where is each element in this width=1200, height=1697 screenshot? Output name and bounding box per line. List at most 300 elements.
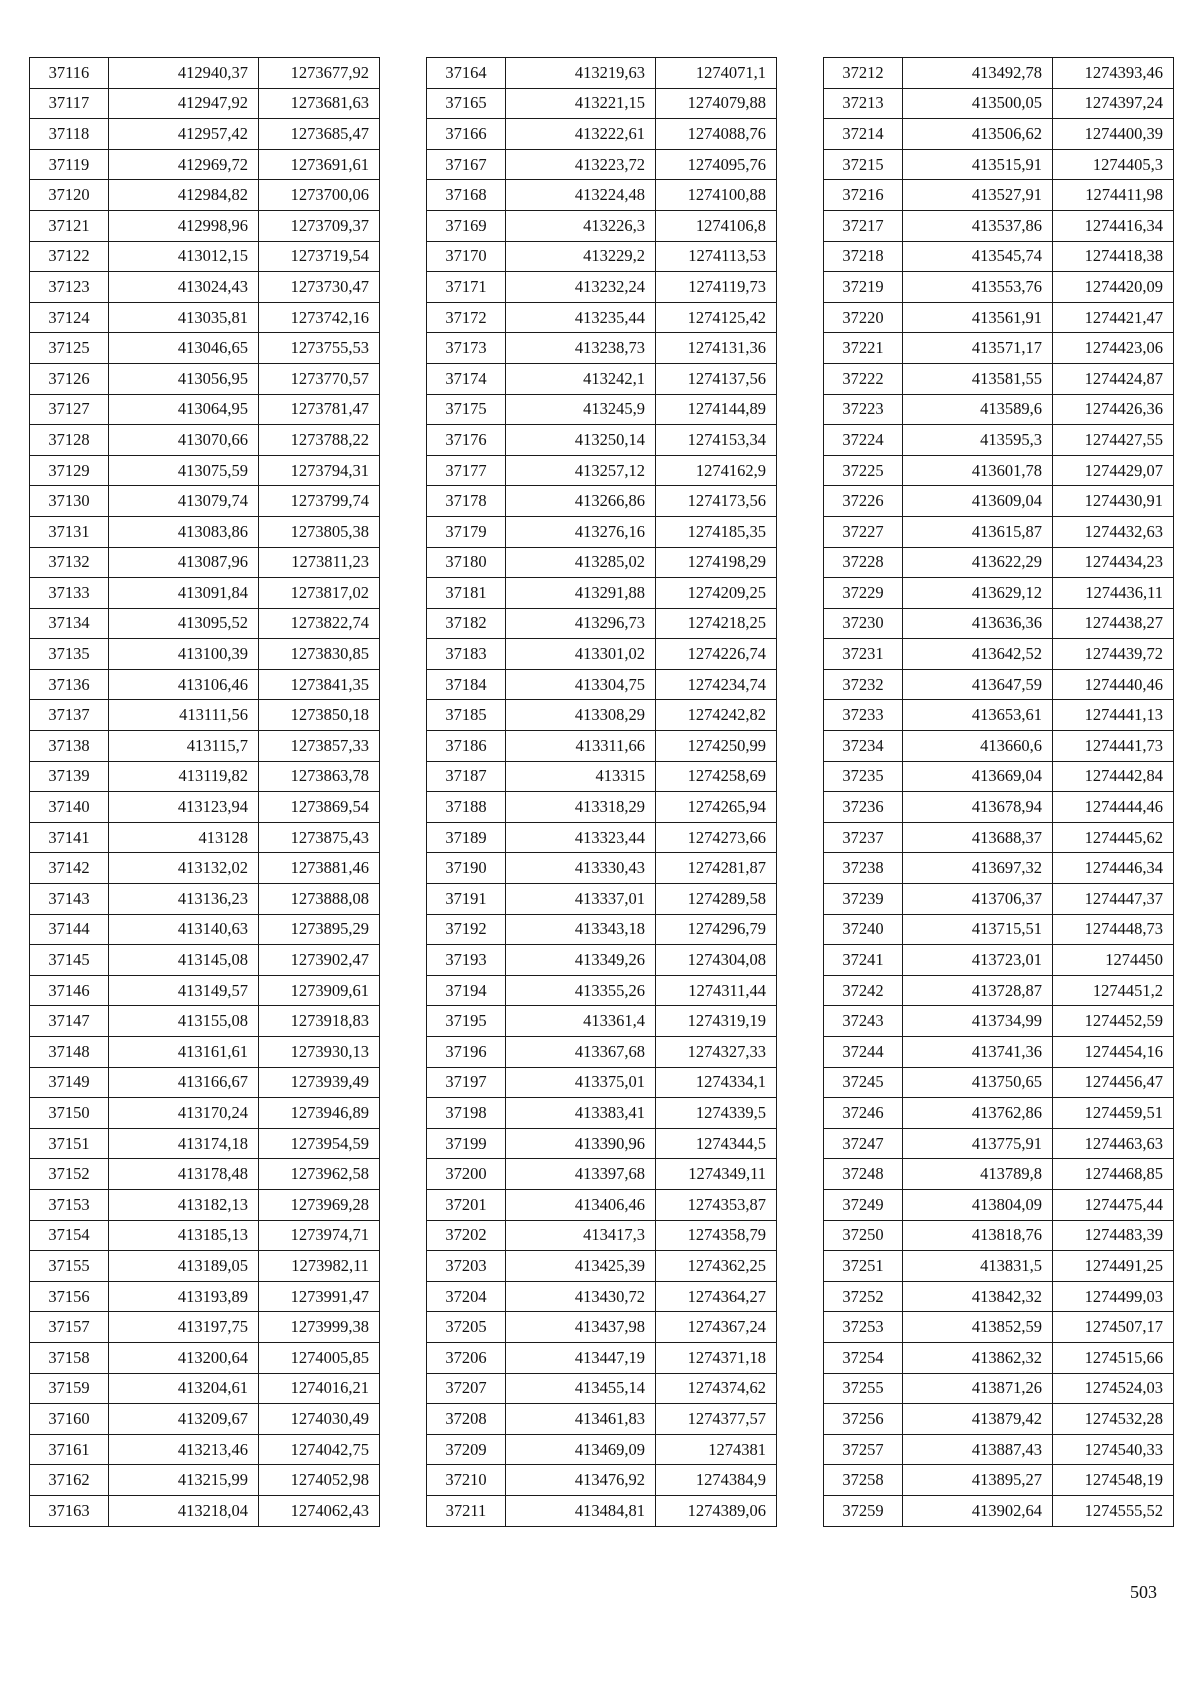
- table-row: [427, 822, 777, 853]
- x-coordinate-cell: 413242,1: [506, 363, 656, 394]
- table-row: [824, 1037, 1174, 1068]
- x-coordinate-cell: 413609,04: [903, 486, 1053, 517]
- x-coordinate-cell: 413669,04: [903, 761, 1053, 792]
- point-number-cell: 37238: [824, 853, 903, 884]
- table-row: [427, 1006, 777, 1037]
- point-number-cell: 37151: [30, 1128, 109, 1159]
- y-coordinate-cell: 1274459,51: [1053, 1098, 1174, 1129]
- y-coordinate-cell: 1274052,98: [259, 1465, 380, 1496]
- point-number-cell: 37167: [427, 149, 506, 180]
- y-coordinate-cell: 1274353,87: [656, 1189, 777, 1220]
- x-coordinate-cell: 413375,01: [506, 1067, 656, 1098]
- point-number-cell: 37239: [824, 884, 903, 915]
- table-row: [824, 669, 1174, 700]
- x-coordinate-cell: 413170,24: [109, 1098, 259, 1129]
- table-row: [30, 149, 380, 180]
- y-coordinate-cell: 1273730,47: [259, 272, 380, 303]
- table-row: [427, 945, 777, 976]
- table-row: [30, 1037, 380, 1068]
- table-row: [30, 1342, 380, 1373]
- point-number-cell: 37120: [30, 180, 109, 211]
- x-coordinate-cell: 412984,82: [109, 180, 259, 211]
- x-coordinate-cell: 413895,27: [903, 1465, 1053, 1496]
- x-coordinate-cell: 413397,68: [506, 1159, 656, 1190]
- x-coordinate-cell: 413221,15: [506, 88, 656, 119]
- x-coordinate-cell: 413678,94: [903, 792, 1053, 823]
- table-row: [427, 425, 777, 456]
- x-coordinate-cell: 413200,64: [109, 1342, 259, 1373]
- y-coordinate-cell: 1273857,33: [259, 731, 380, 762]
- point-number-cell: 37215: [824, 149, 903, 180]
- point-number-cell: 37139: [30, 761, 109, 792]
- table-row: [824, 1251, 1174, 1282]
- y-coordinate-cell: 1274444,46: [1053, 792, 1174, 823]
- point-number-cell: 37127: [30, 394, 109, 425]
- point-number-cell: 37118: [30, 119, 109, 150]
- point-number-cell: 37216: [824, 180, 903, 211]
- y-coordinate-cell: 1274499,03: [1053, 1281, 1174, 1312]
- table-row: [427, 578, 777, 609]
- y-coordinate-cell: 1274273,66: [656, 822, 777, 853]
- x-coordinate-cell: 413079,74: [109, 486, 259, 517]
- y-coordinate-cell: 1273681,63: [259, 88, 380, 119]
- y-coordinate-cell: 1274071,1: [656, 58, 777, 89]
- point-number-cell: 37183: [427, 639, 506, 670]
- point-number-cell: 37218: [824, 241, 903, 272]
- y-coordinate-cell: 1274423,06: [1053, 333, 1174, 364]
- x-coordinate-cell: 413527,91: [903, 180, 1053, 211]
- point-number-cell: 37259: [824, 1495, 903, 1526]
- table-row: [30, 1434, 380, 1465]
- point-number-cell: 37188: [427, 792, 506, 823]
- y-coordinate-cell: 1274344,5: [656, 1128, 777, 1159]
- x-coordinate-cell: 413174,18: [109, 1128, 259, 1159]
- point-number-cell: 37197: [427, 1067, 506, 1098]
- x-coordinate-cell: 413902,64: [903, 1495, 1053, 1526]
- table-body: [824, 58, 1174, 1527]
- y-coordinate-cell: 1274451,2: [1053, 975, 1174, 1006]
- point-number-cell: 37119: [30, 149, 109, 180]
- x-coordinate-cell: 413842,32: [903, 1281, 1053, 1312]
- point-number-cell: 37182: [427, 608, 506, 639]
- point-number-cell: 37140: [30, 792, 109, 823]
- y-coordinate-cell: 1274440,46: [1053, 669, 1174, 700]
- y-coordinate-cell: 1273888,08: [259, 884, 380, 915]
- x-coordinate-cell: 413330,43: [506, 853, 656, 884]
- x-coordinate-cell: 413355,26: [506, 975, 656, 1006]
- y-coordinate-cell: 1273755,53: [259, 333, 380, 364]
- x-coordinate-cell: 413291,88: [506, 578, 656, 609]
- point-number-cell: 37161: [30, 1434, 109, 1465]
- y-coordinate-cell: 1274296,79: [656, 914, 777, 945]
- table-row: [30, 119, 380, 150]
- y-coordinate-cell: 1274548,19: [1053, 1465, 1174, 1496]
- table-row: [427, 1189, 777, 1220]
- y-coordinate-cell: 1274106,8: [656, 210, 777, 241]
- y-coordinate-cell: 1273719,54: [259, 241, 380, 272]
- point-number-cell: 37178: [427, 486, 506, 517]
- table-row: [824, 302, 1174, 333]
- y-coordinate-cell: 1274304,08: [656, 945, 777, 976]
- point-number-cell: 37172: [427, 302, 506, 333]
- table-row: [30, 1373, 380, 1404]
- table-row: [30, 88, 380, 119]
- x-coordinate-cell: 413136,23: [109, 884, 259, 915]
- table-row: [30, 486, 380, 517]
- y-coordinate-cell: 1274377,57: [656, 1404, 777, 1435]
- y-coordinate-cell: 1274405,3: [1053, 149, 1174, 180]
- point-number-cell: 37159: [30, 1373, 109, 1404]
- table-row: [824, 333, 1174, 364]
- x-coordinate-cell: 413406,46: [506, 1189, 656, 1220]
- table-row: [824, 639, 1174, 670]
- point-number-cell: 37258: [824, 1465, 903, 1496]
- table-row: [30, 822, 380, 853]
- y-coordinate-cell: 1273939,49: [259, 1067, 380, 1098]
- x-coordinate-cell: 413178,48: [109, 1159, 259, 1190]
- table-row: [427, 700, 777, 731]
- table-row: [427, 149, 777, 180]
- point-number-cell: 37206: [427, 1342, 506, 1373]
- y-coordinate-cell: 1274555,52: [1053, 1495, 1174, 1526]
- point-number-cell: 37256: [824, 1404, 903, 1435]
- table-row: [427, 455, 777, 486]
- x-coordinate-cell: 413155,08: [109, 1006, 259, 1037]
- y-coordinate-cell: 1274113,53: [656, 241, 777, 272]
- point-number-cell: 37242: [824, 975, 903, 1006]
- page-number: 503: [1130, 1582, 1157, 1602]
- table-row: [824, 1098, 1174, 1129]
- table-row: [30, 302, 380, 333]
- point-number-cell: 37148: [30, 1037, 109, 1068]
- x-coordinate-cell: 413075,59: [109, 455, 259, 486]
- table-row: [30, 1189, 380, 1220]
- table-row: [824, 975, 1174, 1006]
- point-number-cell: 37149: [30, 1067, 109, 1098]
- x-coordinate-cell: 413132,02: [109, 853, 259, 884]
- point-number-cell: 37158: [30, 1342, 109, 1373]
- x-coordinate-cell: 413095,52: [109, 608, 259, 639]
- x-coordinate-cell: 413111,56: [109, 700, 259, 731]
- y-coordinate-cell: 1274418,38: [1053, 241, 1174, 272]
- point-number-cell: 37224: [824, 425, 903, 456]
- y-coordinate-cell: 1274265,94: [656, 792, 777, 823]
- table-row: [30, 363, 380, 394]
- point-number-cell: 37250: [824, 1220, 903, 1251]
- x-coordinate-cell: 413012,15: [109, 241, 259, 272]
- x-coordinate-cell: 413193,89: [109, 1281, 259, 1312]
- table-row: [427, 272, 777, 303]
- point-number-cell: 37255: [824, 1373, 903, 1404]
- point-number-cell: 37174: [427, 363, 506, 394]
- table-row: [30, 272, 380, 303]
- x-coordinate-cell: 413852,59: [903, 1312, 1053, 1343]
- y-coordinate-cell: 1274374,62: [656, 1373, 777, 1404]
- point-number-cell: 37226: [824, 486, 903, 517]
- table-row: [30, 547, 380, 578]
- point-number-cell: 37243: [824, 1006, 903, 1037]
- y-coordinate-cell: 1274424,87: [1053, 363, 1174, 394]
- point-number-cell: 37164: [427, 58, 506, 89]
- point-number-cell: 37181: [427, 578, 506, 609]
- y-coordinate-cell: 1274515,66: [1053, 1342, 1174, 1373]
- x-coordinate-cell: 413024,43: [109, 272, 259, 303]
- table-row: [824, 1189, 1174, 1220]
- table-row: [427, 88, 777, 119]
- table-row: [824, 884, 1174, 915]
- point-number-cell: 37173: [427, 333, 506, 364]
- y-coordinate-cell: 1274339,5: [656, 1098, 777, 1129]
- point-number-cell: 37128: [30, 425, 109, 456]
- point-number-cell: 37211: [427, 1495, 506, 1526]
- table-row: [30, 792, 380, 823]
- y-coordinate-cell: 1273781,47: [259, 394, 380, 425]
- table-row: [824, 853, 1174, 884]
- y-coordinate-cell: 1273909,61: [259, 975, 380, 1006]
- table-row: [30, 884, 380, 915]
- table-row: [30, 1495, 380, 1526]
- y-coordinate-cell: 1274456,47: [1053, 1067, 1174, 1098]
- y-coordinate-cell: 1274185,35: [656, 516, 777, 547]
- y-coordinate-cell: 1274125,42: [656, 302, 777, 333]
- point-number-cell: 37204: [427, 1281, 506, 1312]
- point-number-cell: 37198: [427, 1098, 506, 1129]
- x-coordinate-cell: 413688,37: [903, 822, 1053, 853]
- coordinate-table-1: [29, 57, 380, 1527]
- x-coordinate-cell: 413182,13: [109, 1189, 259, 1220]
- point-number-cell: 37237: [824, 822, 903, 853]
- table-row: [427, 1373, 777, 1404]
- point-number-cell: 37201: [427, 1189, 506, 1220]
- table-row: [427, 486, 777, 517]
- x-coordinate-cell: 413250,14: [506, 425, 656, 456]
- table-row: [824, 792, 1174, 823]
- table-row: [427, 608, 777, 639]
- point-number-cell: 37210: [427, 1465, 506, 1496]
- point-number-cell: 37194: [427, 975, 506, 1006]
- table-row: [824, 149, 1174, 180]
- point-number-cell: 37154: [30, 1220, 109, 1251]
- table-row: [427, 516, 777, 547]
- table-row: [824, 914, 1174, 945]
- table-row: [30, 608, 380, 639]
- point-number-cell: 37130: [30, 486, 109, 517]
- x-coordinate-cell: 413149,57: [109, 975, 259, 1006]
- point-number-cell: 37125: [30, 333, 109, 364]
- point-number-cell: 37207: [427, 1373, 506, 1404]
- x-coordinate-cell: 413437,98: [506, 1312, 656, 1343]
- point-number-cell: 37235: [824, 761, 903, 792]
- y-coordinate-cell: 1274144,89: [656, 394, 777, 425]
- x-coordinate-cell: 413653,61: [903, 700, 1053, 731]
- table-row: [30, 700, 380, 731]
- table-row: [824, 1128, 1174, 1159]
- x-coordinate-cell: 413266,86: [506, 486, 656, 517]
- y-coordinate-cell: 1274447,37: [1053, 884, 1174, 915]
- table-row: [427, 1037, 777, 1068]
- x-coordinate-cell: 413304,75: [506, 669, 656, 700]
- y-coordinate-cell: 1274311,44: [656, 975, 777, 1006]
- point-number-cell: 37212: [824, 58, 903, 89]
- x-coordinate-cell: 413871,26: [903, 1373, 1053, 1404]
- table-row: [824, 1220, 1174, 1251]
- x-coordinate-cell: 413622,29: [903, 547, 1053, 578]
- y-coordinate-cell: 1274454,16: [1053, 1037, 1174, 1068]
- x-coordinate-cell: 413367,68: [506, 1037, 656, 1068]
- y-coordinate-cell: 1274400,39: [1053, 119, 1174, 150]
- table-row: [30, 1251, 380, 1282]
- y-coordinate-cell: 1273930,13: [259, 1037, 380, 1068]
- y-coordinate-cell: 1274131,36: [656, 333, 777, 364]
- table-row: [427, 180, 777, 211]
- y-coordinate-cell: 1274397,24: [1053, 88, 1174, 119]
- table-row: [30, 1159, 380, 1190]
- point-number-cell: 37209: [427, 1434, 506, 1465]
- table-row: [30, 1220, 380, 1251]
- table-row: [30, 1128, 380, 1159]
- coordinate-table-3: [823, 57, 1174, 1527]
- y-coordinate-cell: 1274411,98: [1053, 180, 1174, 211]
- y-coordinate-cell: 1273974,71: [259, 1220, 380, 1251]
- point-number-cell: 37153: [30, 1189, 109, 1220]
- table-row: [427, 669, 777, 700]
- point-number-cell: 37202: [427, 1220, 506, 1251]
- x-coordinate-cell: 413301,02: [506, 639, 656, 670]
- table-row: [824, 486, 1174, 517]
- table-row: [30, 1006, 380, 1037]
- x-coordinate-cell: 413323,44: [506, 822, 656, 853]
- x-coordinate-cell: 413492,78: [903, 58, 1053, 89]
- x-coordinate-cell: 413128: [109, 822, 259, 853]
- table-row: [824, 363, 1174, 394]
- table-row: [824, 516, 1174, 547]
- y-coordinate-cell: 1274226,74: [656, 639, 777, 670]
- table-row: [427, 1312, 777, 1343]
- y-coordinate-cell: 1274095,76: [656, 149, 777, 180]
- y-coordinate-cell: 1274483,39: [1053, 1220, 1174, 1251]
- point-number-cell: 37126: [30, 363, 109, 394]
- x-coordinate-cell: 413229,2: [506, 241, 656, 272]
- point-number-cell: 37163: [30, 1495, 109, 1526]
- x-coordinate-cell: 413213,46: [109, 1434, 259, 1465]
- x-coordinate-cell: 413215,99: [109, 1465, 259, 1496]
- table-body: [427, 58, 777, 1527]
- point-number-cell: 37193: [427, 945, 506, 976]
- point-number-cell: 37132: [30, 547, 109, 578]
- x-coordinate-cell: 413197,75: [109, 1312, 259, 1343]
- y-coordinate-cell: 1273850,18: [259, 700, 380, 731]
- table-row: [30, 180, 380, 211]
- x-coordinate-cell: 413296,73: [506, 608, 656, 639]
- x-coordinate-cell: 413425,39: [506, 1251, 656, 1282]
- table-row: [30, 394, 380, 425]
- point-number-cell: 37195: [427, 1006, 506, 1037]
- point-number-cell: 37254: [824, 1342, 903, 1373]
- y-coordinate-cell: 1273822,74: [259, 608, 380, 639]
- x-coordinate-cell: 413318,29: [506, 792, 656, 823]
- x-coordinate-cell: 413091,84: [109, 578, 259, 609]
- x-coordinate-cell: 413706,37: [903, 884, 1053, 915]
- y-coordinate-cell: 1274327,33: [656, 1037, 777, 1068]
- point-number-cell: 37221: [824, 333, 903, 364]
- point-number-cell: 37228: [824, 547, 903, 578]
- table-row: [824, 945, 1174, 976]
- point-number-cell: 37137: [30, 700, 109, 731]
- y-coordinate-cell: 1274079,88: [656, 88, 777, 119]
- point-number-cell: 37205: [427, 1312, 506, 1343]
- point-number-cell: 37184: [427, 669, 506, 700]
- table-row: [824, 455, 1174, 486]
- y-coordinate-cell: 1274416,34: [1053, 210, 1174, 241]
- x-coordinate-cell: 413775,91: [903, 1128, 1053, 1159]
- y-coordinate-cell: 1274030,49: [259, 1404, 380, 1435]
- point-number-cell: 37131: [30, 516, 109, 547]
- point-number-cell: 37196: [427, 1037, 506, 1068]
- x-coordinate-cell: 413349,26: [506, 945, 656, 976]
- point-number-cell: 37245: [824, 1067, 903, 1098]
- point-number-cell: 37214: [824, 119, 903, 150]
- table-row: [30, 853, 380, 884]
- x-coordinate-cell: 413390,96: [506, 1128, 656, 1159]
- y-coordinate-cell: 1274507,17: [1053, 1312, 1174, 1343]
- table-row: [427, 639, 777, 670]
- x-coordinate-cell: 413715,51: [903, 914, 1053, 945]
- x-coordinate-cell: 413232,24: [506, 272, 656, 303]
- table-row: [427, 241, 777, 272]
- x-coordinate-cell: 413222,61: [506, 119, 656, 150]
- y-coordinate-cell: 1274100,88: [656, 180, 777, 211]
- x-coordinate-cell: 413161,61: [109, 1037, 259, 1068]
- table-row: [427, 1067, 777, 1098]
- x-coordinate-cell: 413083,86: [109, 516, 259, 547]
- y-coordinate-cell: 1274393,46: [1053, 58, 1174, 89]
- x-coordinate-cell: 413235,44: [506, 302, 656, 333]
- x-coordinate-cell: 413430,72: [506, 1281, 656, 1312]
- point-number-cell: 37229: [824, 578, 903, 609]
- y-coordinate-cell: 1274137,56: [656, 363, 777, 394]
- table-row: [824, 425, 1174, 456]
- y-coordinate-cell: 1274016,21: [259, 1373, 380, 1404]
- x-coordinate-cell: 413166,67: [109, 1067, 259, 1098]
- point-number-cell: 37185: [427, 700, 506, 731]
- table-row: [427, 731, 777, 762]
- table-row: [824, 180, 1174, 211]
- y-coordinate-cell: 1273918,83: [259, 1006, 380, 1037]
- table-row: [824, 1159, 1174, 1190]
- x-coordinate-cell: 413741,36: [903, 1037, 1053, 1068]
- table-row: [427, 1281, 777, 1312]
- point-number-cell: 37169: [427, 210, 506, 241]
- table-row: [427, 792, 777, 823]
- table-row: [30, 333, 380, 364]
- x-coordinate-cell: 413219,63: [506, 58, 656, 89]
- y-coordinate-cell: 1274445,62: [1053, 822, 1174, 853]
- x-coordinate-cell: 413660,6: [903, 731, 1053, 762]
- x-coordinate-cell: 413728,87: [903, 975, 1053, 1006]
- table-row: [427, 1220, 777, 1251]
- point-number-cell: 37156: [30, 1281, 109, 1312]
- table-row: [427, 1434, 777, 1465]
- point-number-cell: 37257: [824, 1434, 903, 1465]
- table-row: [30, 945, 380, 976]
- y-coordinate-cell: 1274362,25: [656, 1251, 777, 1282]
- x-coordinate-cell: 412940,37: [109, 58, 259, 89]
- x-coordinate-cell: 413209,67: [109, 1404, 259, 1435]
- table-row: [824, 1465, 1174, 1496]
- y-coordinate-cell: 1274349,11: [656, 1159, 777, 1190]
- point-number-cell: 37251: [824, 1251, 903, 1282]
- table-row: [427, 394, 777, 425]
